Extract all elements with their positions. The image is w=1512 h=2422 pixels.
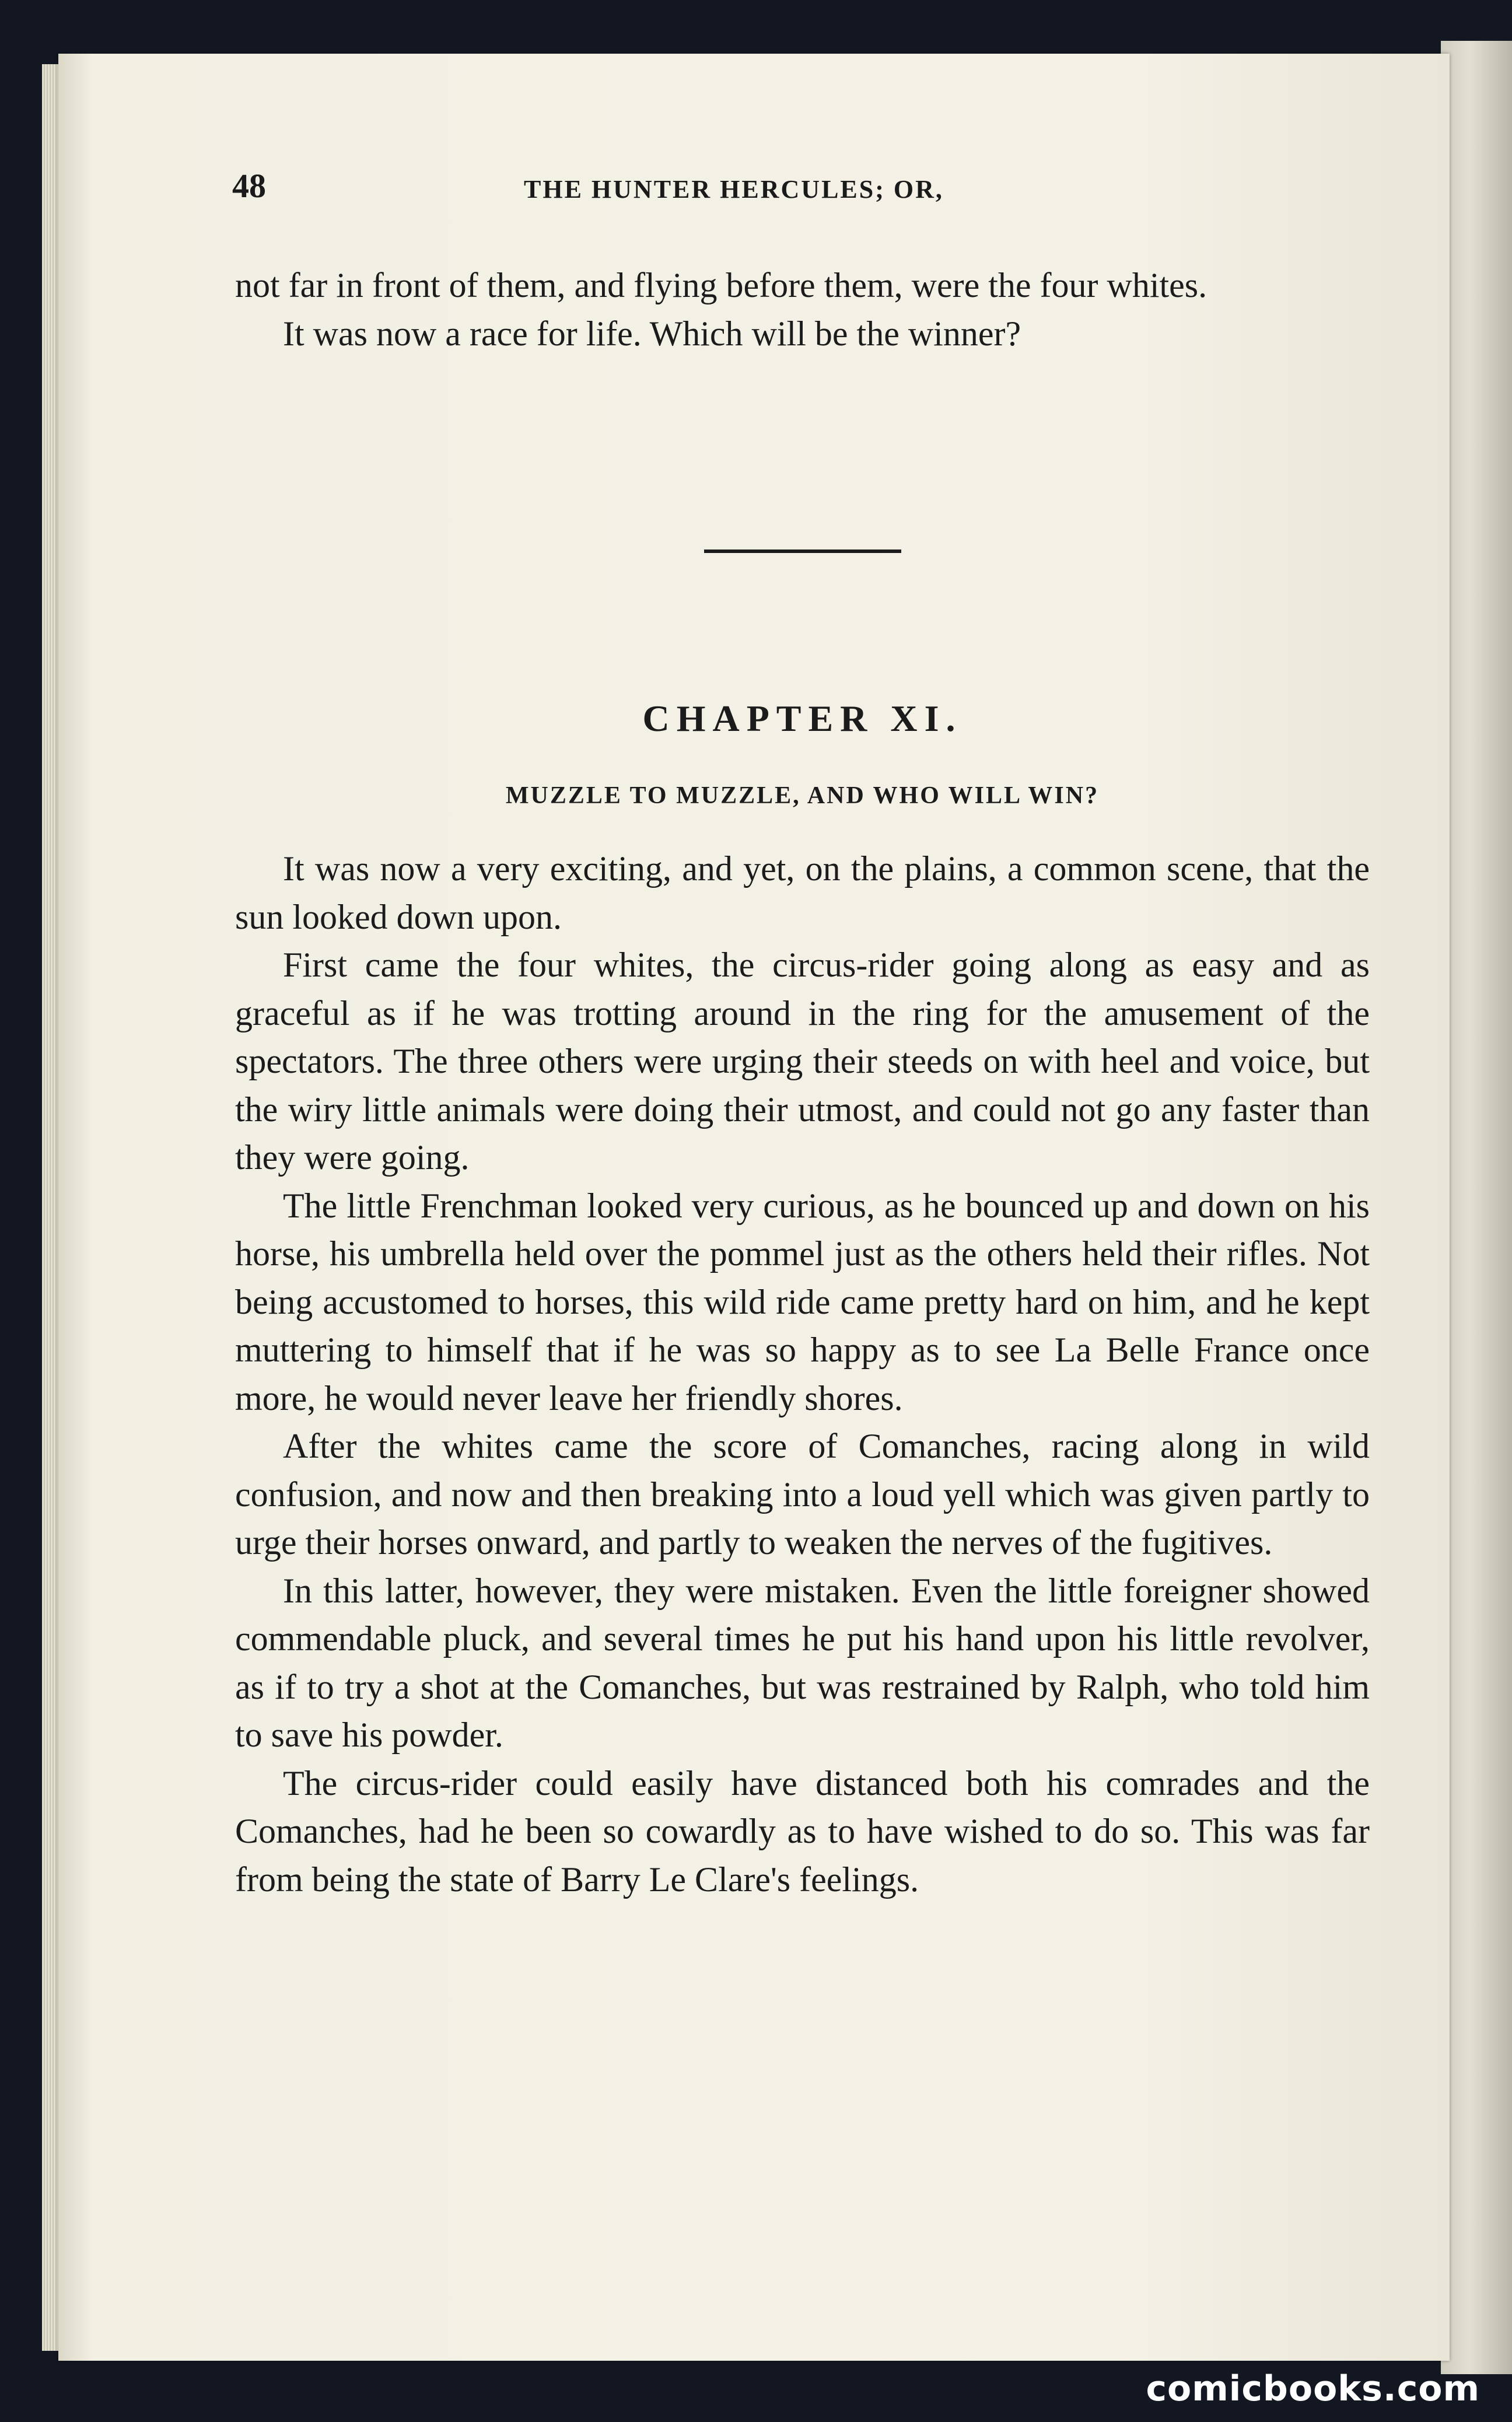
watermark-logo: comicbooks.com	[1146, 2368, 1480, 2409]
book-edge	[1441, 41, 1512, 2374]
paragraph: It was now a race for life. Which will be the winner?	[283, 314, 1021, 353]
paragraph: First came the four whites, the circus-rider going along as easy and as graceful as if he was trotting around in the ring for the amusement of the spectators. The three others were urging their steeds on with heel and voice, but the wiry little animals were doing their utmost, and could not go any faster than they were going.	[235, 946, 1370, 1177]
page-edges	[42, 64, 60, 2351]
chapter-body	[235, 845, 1370, 1903]
paragraph: The little Frenchman looked very curious, as he bounced up and down on his horse, his umbrella held over the pommel just as the others held their rifles. Not being accustomed to horses, this wild ride came pretty hard on him, and he kept muttering to himself that if he was so happy as to see La Belle France once more, he would never leave her friendly shores.	[235, 1186, 1370, 1418]
paragraph: The circus-rider could easily have distanced both his comrades and the Comanches, had he been so cowardly as to have wished to do so. This was far from being the state of Barry Le Clare's feelings.	[235, 1763, 1370, 1899]
page-number: 48	[232, 167, 266, 205]
section-rule	[704, 550, 901, 553]
continued-text	[235, 261, 1370, 358]
chapter-subtitle: MUZZLE TO MUZZLE, AND WHO WILL WIN?	[505, 782, 1100, 809]
paragraph: After the whites came the score of Comanches, racing along in wild confusion, and now and then breaking into a loud yell which was given partly to urge their horses onward, and partly to weaken the nerves of the fugitives.	[235, 1427, 1370, 1562]
running-head	[232, 166, 1370, 213]
paragraph: It was now a very exciting, and yet, on the plains, a common scene, that the sun looked down upon.	[235, 849, 1370, 936]
paragraph: not far in front of them, and flying before them, were the four whites.	[235, 266, 1208, 304]
running-title: THE HUNTER HERCULES; OR,	[524, 175, 944, 204]
chapter-heading: CHAPTER XI.	[642, 698, 963, 739]
paragraph: In this latter, however, they were mistaken. Even the little foreigner showed commendable pluck, and several times he put his hand upon his little revolver, as if to try a shot at the Comanches, but was restrained by Ralph, who told him to save his powder.	[235, 1571, 1370, 1754]
